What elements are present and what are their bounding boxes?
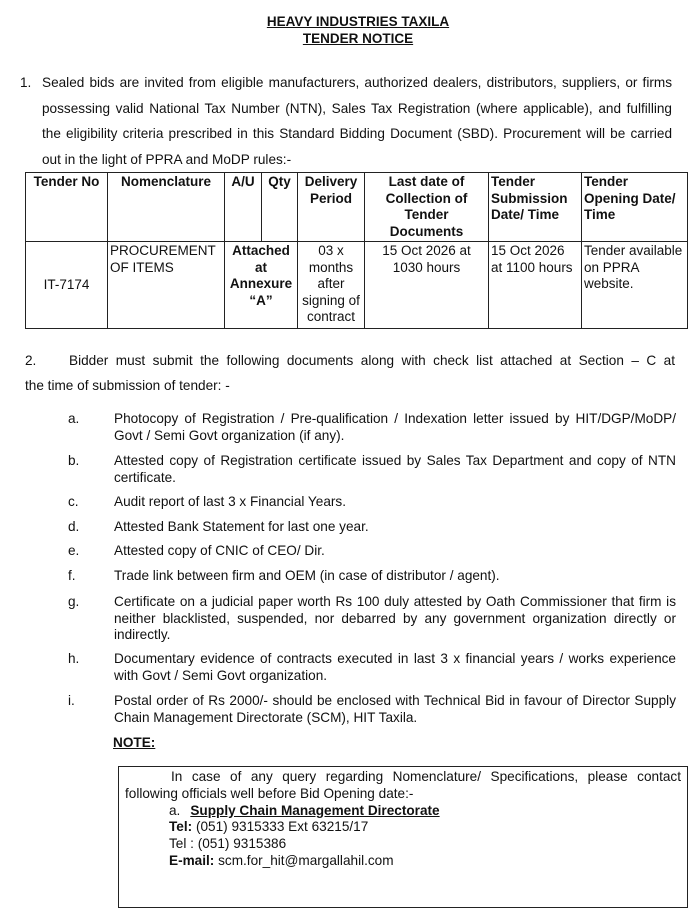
- list-item: [68, 543, 676, 560]
- email-value: scm.for_hit@margallahil.com: [214, 852, 394, 868]
- item-letter: g.: [68, 594, 80, 609]
- tel-label: Tel:: [169, 819, 193, 835]
- column-header: Qty: [262, 173, 298, 242]
- au-qty-cell: Attached at Annexure “A”: [225, 242, 298, 329]
- item-letter: f.: [68, 568, 76, 583]
- list-item: [68, 519, 676, 536]
- list-item: [68, 568, 676, 585]
- column-header: Delivery Period: [298, 173, 365, 242]
- item-letter: d.: [68, 519, 80, 534]
- tender-table: [25, 172, 688, 329]
- list-item: [68, 693, 676, 726]
- item-letter: i.: [68, 693, 75, 708]
- delivery-period-cell: 03 x months after signing of contract: [298, 242, 365, 329]
- table-row: [26, 242, 688, 329]
- table-header-row: [26, 173, 688, 242]
- contact-name: Supply Chain Management Directorate: [190, 802, 440, 818]
- list-item: [68, 494, 676, 511]
- paragraph-number: 1.: [20, 75, 32, 90]
- item-letter: b.: [68, 453, 80, 468]
- list-item: [68, 651, 676, 684]
- list-item: [68, 453, 676, 486]
- submission-date-cell: 15 Oct 2026 at 1100 hours: [489, 242, 582, 329]
- column-header: Tender Opening Date/ Time: [582, 173, 688, 242]
- paragraph-text: Sealed bids are invited from eligible manufacturers, authorized dealers, distributors, suppliers, or firms possessing valid National Tax Number (NTN), Sales Tax Registration (where applicable), and fulfilling the eligibility criteria prescribed in this Standard Bidding Document (SBD). Procurement will be carried out in the light of PPRA and MoDP rules:-: [42, 75, 672, 167]
- column-header: Nomenclature: [108, 173, 225, 242]
- contact-heading: [169, 803, 687, 820]
- item-text: Attested copy of Registration certificate issued by Sales Tax Department and copy of NTN certificate.: [114, 453, 676, 485]
- item-text: Trade link between firm and OEM (in case of distributor / agent).: [114, 568, 500, 583]
- item-text: Postal order of Rs 2000/- should be enclosed with Technical Bid in favour of Director Supply Chain Management Directorate (SCM), HIT Taxila.: [114, 693, 676, 725]
- column-header: Last date of Collection of Tender Documents: [365, 173, 489, 242]
- tel-value: (051) 9315333 Ext 63215/17: [192, 819, 369, 835]
- item-text: Photocopy of Registration / Pre-qualification / Indexation letter issued by HIT/DGP/MoDP/ Govt / Semi Govt organization (if any).: [114, 411, 676, 443]
- contact-tel-2: Tel : (051) 9315386: [169, 836, 287, 852]
- paragraph-text-line2: the time of submission of tender: -: [25, 378, 230, 393]
- column-header: Tender Submission Date/ Time: [489, 173, 582, 242]
- opening-date-cell: Tender available on PPRA website.: [582, 242, 688, 329]
- note-text: In case of any query regarding Nomenclature/ Specifications, please contact following officials well before Bid Opening date:-: [125, 769, 681, 801]
- item-text: Attested copy of CNIC of CEO/ Dir.: [114, 543, 325, 558]
- nomenclature-cell: PROCUREMENT OF ITEMS: [108, 242, 225, 329]
- item-text: Audit report of last 3 x Financial Years.: [114, 494, 346, 509]
- note-label: NOTE:: [113, 735, 156, 750]
- last-date-cell: 15 Oct 2026 at 1030 hours: [365, 242, 489, 329]
- column-header: Tender No: [26, 173, 108, 242]
- item-text: Documentary evidence of contracts executed in last 3 x financial years / works experience with Govt / Semi Govt organization.: [114, 651, 676, 683]
- organization-heading: HEAVY INDUSTRIES TAXILA: [266, 14, 450, 29]
- note-box: [118, 766, 688, 908]
- paragraph-1: [20, 70, 672, 172]
- contact-tel-1: [169, 819, 687, 836]
- contact-letter: a.: [169, 802, 181, 818]
- email-label: E-mail:: [169, 852, 215, 868]
- notice-title: TENDER NOTICE: [302, 31, 414, 46]
- contact-email: [169, 853, 687, 870]
- item-text: Attested Bank Statement for last one year.: [114, 519, 369, 534]
- list-item: [68, 411, 676, 444]
- item-letter: c.: [68, 494, 79, 509]
- paragraph-text-line1: Bidder must submit the following documents along with check list attached at Section – C at: [69, 353, 675, 368]
- column-header: A/U: [225, 173, 262, 242]
- item-letter: h.: [68, 651, 80, 666]
- paragraph-number: 2.: [25, 353, 37, 368]
- paragraph-2: [25, 348, 675, 398]
- list-item: [68, 594, 676, 644]
- item-letter: e.: [68, 543, 80, 558]
- item-text: Certificate on a judicial paper worth Rs 100 duly attested by Oath Commissioner that firm is neither blacklisted, suspended, nor debarred by any government organization directly or indirectly.: [114, 594, 676, 642]
- item-letter: a.: [68, 411, 80, 426]
- tender-no-cell: IT-7174: [26, 242, 108, 329]
